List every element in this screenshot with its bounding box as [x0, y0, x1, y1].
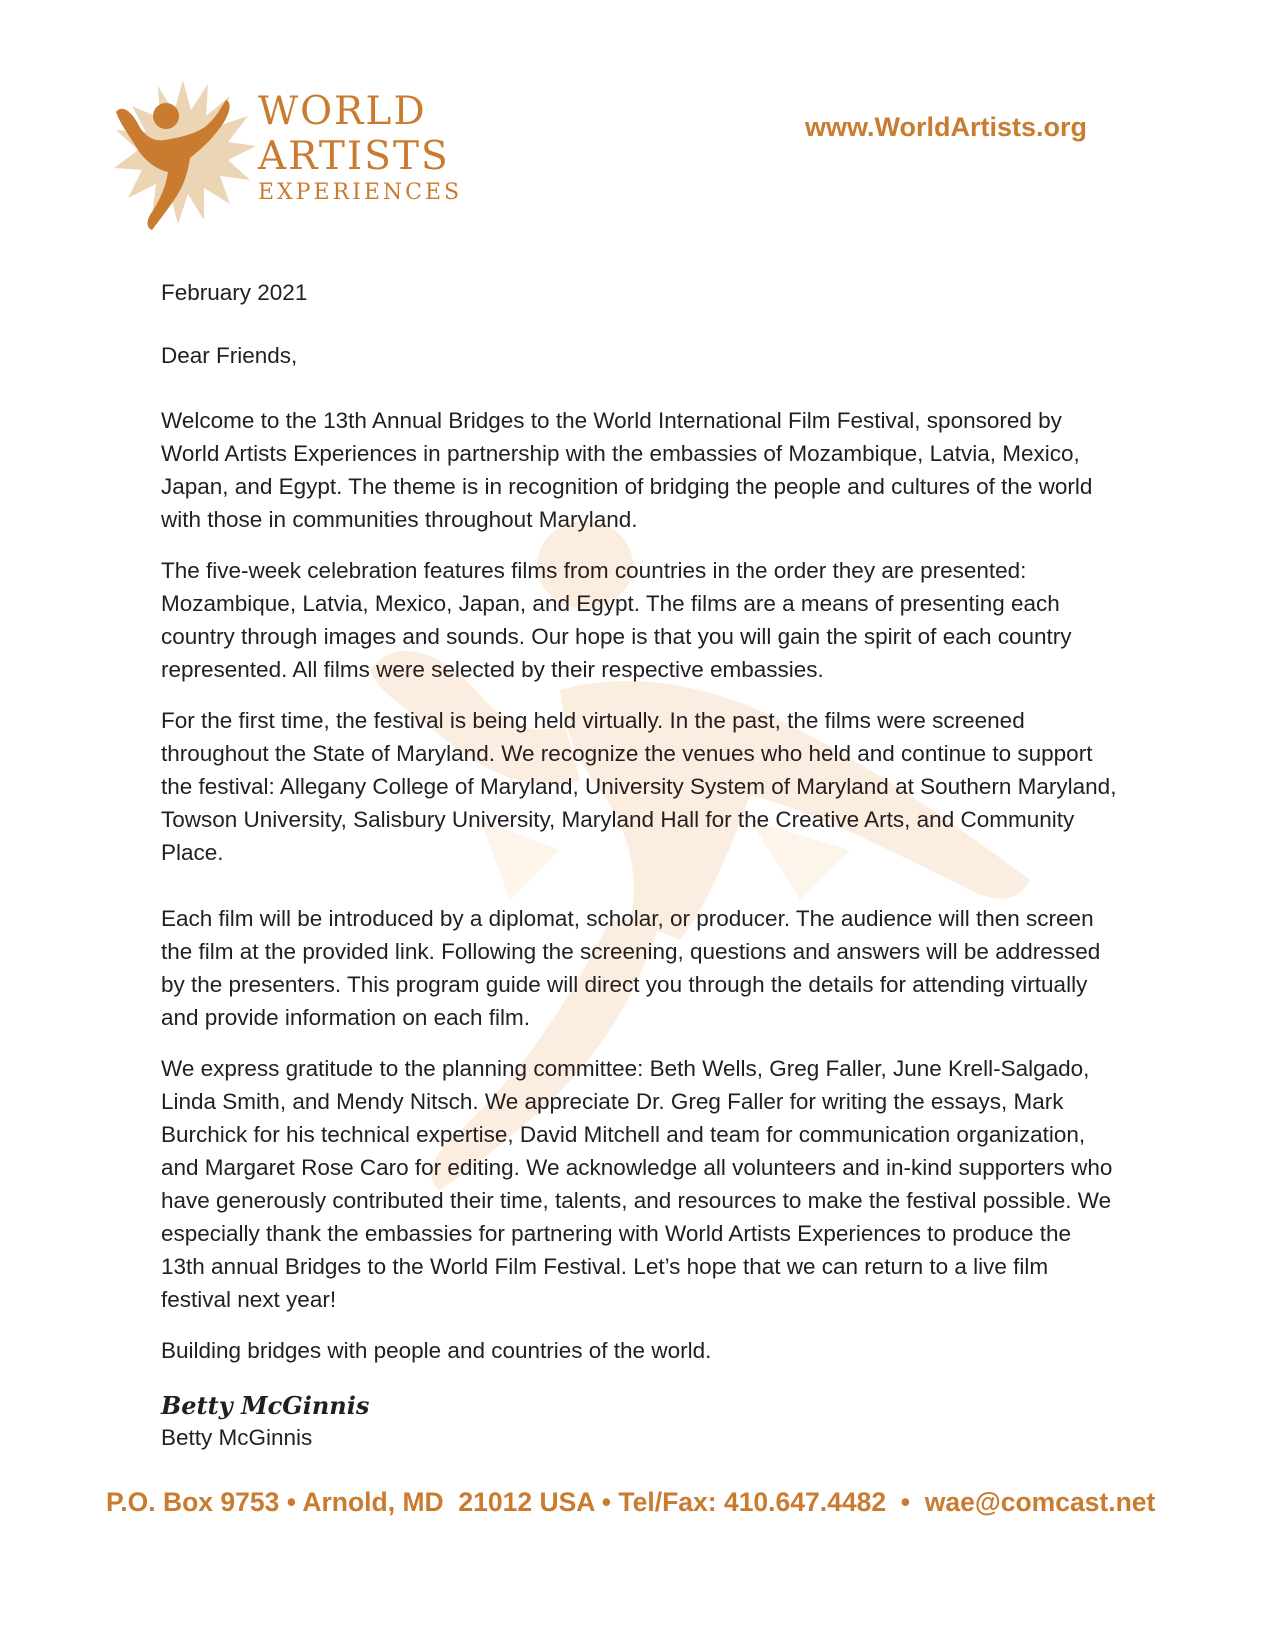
world-artists-logo — [108, 72, 463, 237]
letter-paragraph: The five-week celebration features films from countries in the order they are presented: Mozambique, Latvia, Mexico, Japan, and Egypt. The films are a means of presenting each country through images and sounds. Our hope is that you will gain the spirit of each country represented. All films were selected by their respective embassies. — [161, 558, 1072, 682]
letter-paragraph: Welcome to the 13th Annual Bridges to the World International Film Festival, sponsored by World Artists Experiences in partnership with the embassies of Mozambique, Latvia, Mexico, Japan, and Egypt. The theme is in recognition of bridging the people and cultures of the world with those in communities throughout Maryland. — [161, 408, 1093, 532]
logo-line-experiences: EXPERIENCES — [258, 180, 463, 205]
website-link[interactable]: www.WorldArtists.org — [804, 112, 1087, 142]
letter-closing: Building bridges with people and countries of the world. — [161, 1338, 712, 1363]
letter-paragraph: Each film will be introduced by a diplomat, scholar, or producer. The audience will then screen the film at the provided link. Following the screening, questions and answers will be addressed by the presenters. This program guide will direct you through the details for attending virtually and provide information on each film. — [161, 906, 1101, 1030]
logo-line-world: WORLD — [258, 89, 427, 134]
letter-paragraph: For the first time, the festival is being held virtually. In the past, the films were screened throughout the State of Maryland. We recognize the venues who held and continue to support the festival: Allegany College of Maryland, University System of Maryland at Southern Maryland, Towson University, Salisbury University, Maryland Hall for the Creative Arts, and Community Place. — [161, 708, 1117, 865]
letter-date: February 2021 — [161, 280, 308, 305]
logo-wordmark — [258, 89, 463, 205]
letter-paragraph: We express gratitude to the planning committee: Beth Wells, Greg Faller, June Krell-Salgado, Linda Smith, and Mendy Nitsch. We appreciate Dr. Greg Faller for writing the essays, Mark Burchick for his technical expertise, David Mitchell and team for communication organization, and Margaret Rose Caro for editing. We acknowledge all volunteers and in-kind supporters who have generously contributed their time, talents, and resources to make the festival possible. We especially thank the embassies for partnering with World Artists Experiences to produce the 13th annual Bridges to the World Film Festival. Let’s hope that we can return to a live film festival next year! — [161, 1056, 1113, 1312]
dancing-figure-sun-icon — [108, 72, 258, 237]
signer-name: Betty McGinnis — [161, 1425, 313, 1450]
letter-body — [161, 276, 1121, 1454]
handwritten-signature: Betty McGinnis — [161, 1391, 370, 1420]
letter-salutation: Dear Friends, — [161, 343, 298, 368]
logo-line-artists: ARTISTS — [258, 134, 450, 179]
footer-contact: P.O. Box 9753 • Arnold, MD 21012 USA • Tel/Fax: 410.647.4482 • wae@comcast.net — [106, 1487, 1156, 1517]
